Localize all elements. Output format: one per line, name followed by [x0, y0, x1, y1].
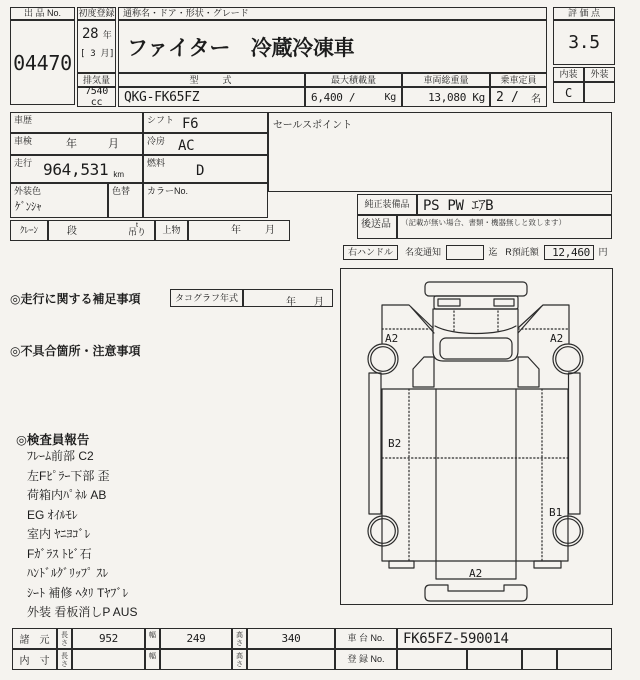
right-visor — [494, 299, 514, 306]
damage-mark-front-left: A2 — [385, 332, 399, 345]
model-code-header: 型 式 — [118, 73, 305, 87]
width-tag: 幅 — [145, 628, 160, 649]
inspection-cell — [10, 133, 143, 155]
oem-equipment-value-cell: PS PW ｴｱB — [417, 194, 612, 215]
report-line: ﾌﾚｰﾑ前部 C2 — [27, 449, 94, 463]
gross-weight-value: 13,080 Kg — [402, 87, 490, 107]
vehicle-name-header: 通称名・ドア・形状・グレード — [118, 7, 547, 20]
report-line: EG ｵｲﾙﾓﾚ — [27, 507, 78, 522]
exterior-grade-value — [584, 82, 615, 103]
recycle-deposit-value: 12,460 — [544, 245, 594, 260]
color-no-label: カラーNo. — [147, 186, 189, 196]
damage-mark-rear-center: A2 — [469, 567, 483, 580]
yen-label: 円 — [598, 247, 608, 257]
later-items-label-cell — [357, 215, 397, 239]
length-tag: 長さ — [57, 628, 72, 649]
left-mud-flap — [389, 561, 414, 568]
max-load-unit: Kg — [384, 91, 396, 103]
exterior-color-label: 外装色 — [14, 186, 42, 196]
registration-cell-2 — [467, 649, 522, 670]
mileage-label: 走行 — [14, 158, 33, 168]
registration-cell-3 — [522, 649, 557, 670]
tachograph-year: 年 — [286, 297, 296, 308]
exterior-color-value: ｹﾞﾝｼｬ — [15, 200, 42, 213]
chassis-no-label: 車 台 No. — [335, 628, 397, 649]
cab-front-panel — [434, 296, 518, 309]
recycle-deposit-label: R預託額 — [505, 247, 539, 257]
inner-height-tag: 高さ — [232, 649, 247, 670]
right-step — [518, 357, 539, 387]
inspector-report-lines — [27, 447, 277, 623]
mileage-note-title: ◎走行に関する補足事項 — [10, 292, 141, 306]
sales-point-label: セールスポイント — [273, 120, 353, 131]
inner-length-tag: 長さ — [57, 649, 72, 670]
vehicle-name-value: ファイター 冷蔵冷凍車 — [118, 20, 547, 73]
exterior-color-cell — [10, 183, 108, 218]
fuel-cell — [143, 155, 268, 183]
inner-width-value — [160, 649, 232, 670]
first-reg-year: 28 — [82, 26, 99, 42]
rear-bumper — [425, 585, 527, 601]
history-cell — [10, 112, 143, 133]
front-right-wheel-inner — [556, 347, 581, 372]
damage-mark-front-right: A2 — [550, 332, 564, 345]
report-line: 荷箱内ﾊﾟﾈﾙ AB — [27, 488, 107, 502]
mileage-value: 964,531 — [43, 160, 109, 179]
name-change-box — [446, 245, 484, 260]
defects-title: ◎不具合箇所・注意事項 — [10, 344, 141, 358]
inspector-report-title: ◎検査員報告 — [16, 433, 90, 447]
vehicle-damage-diagram — [340, 268, 613, 605]
crane-dan-label: 段 — [67, 226, 77, 237]
sales-point-box — [268, 112, 612, 192]
shift-cell — [143, 112, 268, 133]
front-right-wheel — [553, 344, 583, 374]
first-registration-value — [77, 20, 116, 73]
exterior-header: 外装 — [584, 67, 615, 82]
inner-width-tag: 幅 — [145, 649, 160, 670]
front-left-wheel — [368, 344, 398, 374]
gross-weight-header: 車両総重量 — [402, 73, 490, 87]
report-line: ｼｰﾄ 補修 ﾍﾀﾘ Tﾔﾌﾞﾚ — [27, 585, 129, 600]
later-items-label: 後送品 — [361, 219, 391, 230]
crane-tsuri-label: 吊り — [127, 227, 146, 237]
tachograph-label-cell: タコグラフ年式 — [170, 289, 243, 307]
later-items-value-cell — [397, 215, 612, 239]
report-line: 室内 ﾔﾆﾖｺﾞﾚ — [27, 527, 91, 541]
mileage-unit: km — [113, 170, 124, 179]
inspection-year: 年 — [66, 138, 77, 150]
later-items-note: （記載が無い場合、書類・機器無しと致します） — [401, 218, 566, 227]
damage-mark-cargo-left: B2 — [388, 437, 402, 450]
interior-header: 内装 — [553, 67, 584, 82]
interior-grade-value: C — [553, 82, 584, 103]
displacement-value: 7540 cc — [77, 87, 116, 107]
first-reg-year-unit: 年 — [102, 30, 112, 40]
max-load-value — [305, 87, 402, 107]
left-frame-rail — [369, 373, 381, 514]
aircon-value: AC — [178, 138, 195, 154]
max-load-header: 最大積載量 — [305, 73, 402, 87]
recolor-label: 色替 — [112, 186, 131, 196]
grade-value: 3.5 — [553, 20, 615, 65]
capacity-value — [490, 87, 547, 107]
windshield-curve — [435, 326, 516, 334]
shift-value: F6 — [182, 116, 199, 132]
registration-no-value — [397, 649, 467, 670]
capacity-unit: 名 — [531, 93, 541, 105]
inspection-month: 月 — [108, 138, 119, 150]
left-step — [413, 357, 434, 387]
crane-label-cell: ｸﾚｰﾝ — [10, 220, 48, 241]
shift-label: シフト — [147, 115, 175, 125]
name-change-label: 名変通知 — [404, 247, 441, 257]
crane-value-cell — [48, 220, 155, 241]
right-frame-rail — [569, 373, 581, 514]
lot-no-header: 出 品 No. — [10, 7, 75, 20]
lot-no-value: 04470 — [10, 20, 75, 105]
length-value: 952 — [72, 628, 145, 649]
truck-top-view — [341, 269, 612, 604]
displacement-header: 排気量 — [77, 73, 116, 87]
capacity-number: 2 / — [496, 89, 519, 105]
first-reg-month: [ 3 月] — [80, 49, 115, 59]
report-line: 外装 看板消しP AUS — [27, 605, 138, 619]
left-visor — [438, 299, 460, 306]
registration-no-label: 登 録 No. — [335, 649, 397, 670]
tachograph-month: 月 — [314, 297, 324, 308]
max-load-number: 6,400 / — [311, 90, 356, 104]
upper-body-year: 年 — [231, 225, 241, 236]
recolor-cell — [108, 183, 143, 218]
upper-body-month: 月 — [265, 225, 275, 236]
report-line: ﾊﾝﾄﾞﾙｸﾞﾘｯﾌﾟ ｽﾚ — [27, 566, 109, 580]
aircon-label: 冷房 — [147, 136, 166, 146]
right-mud-flap — [534, 561, 561, 568]
aircon-cell — [143, 133, 268, 155]
cab-body — [433, 309, 518, 361]
mileage-cell — [10, 155, 143, 183]
cargo-box — [382, 389, 568, 561]
registration-cell-4 — [557, 649, 612, 670]
until-label: 迄 — [488, 247, 498, 257]
rear-left-wheel — [368, 516, 398, 546]
inspection-label: 車検 — [14, 136, 33, 146]
windshield-glass — [440, 338, 512, 359]
chassis-no-value: FK65FZ-590014 — [397, 628, 612, 649]
width-value: 249 — [160, 628, 232, 649]
right-handle-badge: 右ハンドル — [343, 245, 398, 260]
inner-height-value — [247, 649, 335, 670]
capacity-header: 乗車定員 — [490, 73, 547, 87]
upper-body-label-cell: 上物 — [155, 220, 188, 241]
history-label: 車歴 — [14, 115, 33, 125]
inner-length-value — [72, 649, 145, 670]
height-tag: 高さ — [232, 628, 247, 649]
first-registration-header: 初度登録 — [78, 8, 115, 18]
report-line: Fｶﾞﾗｽ ﾄﾋﾞ石 — [27, 546, 92, 561]
report-line: 左Fﾋﾟﾗｰ下部 歪 — [27, 468, 110, 483]
upper-body-value-cell — [188, 220, 290, 241]
damage-mark-rear-right: B1 — [549, 506, 563, 519]
height-value: 340 — [247, 628, 335, 649]
front-bumper — [425, 282, 527, 296]
grade-header: 評 価 点 — [553, 7, 615, 20]
tachograph-value-cell — [243, 289, 333, 307]
fuel-value: D — [196, 163, 205, 179]
spec-row-label: 諸 元 — [12, 628, 57, 649]
inner-dims-label: 内 寸 — [12, 649, 57, 670]
fuel-label: 燃料 — [147, 158, 166, 168]
color-no-cell — [143, 183, 268, 218]
front-left-wheel-inner — [371, 347, 396, 372]
model-code-value: QKG-FK65FZ — [118, 87, 305, 107]
rear-left-wheel-inner — [371, 519, 396, 544]
oem-equipment-label-cell: 純正装備品 — [357, 194, 417, 215]
crane-ton-label: t — [136, 222, 138, 229]
